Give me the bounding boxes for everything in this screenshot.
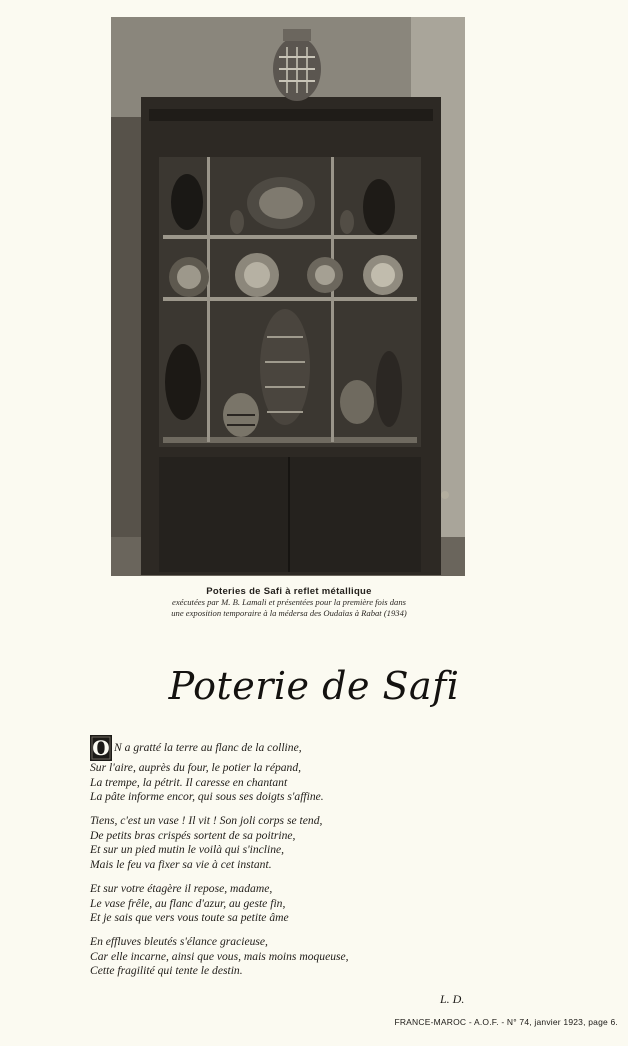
poem-line: La pâte informe encor, qui sous ses doigts s'affine.: [90, 790, 324, 804]
cabinet-photo-illustration: [111, 17, 465, 576]
caption-title: Poteries de Safi à reflet métallique: [206, 586, 372, 597]
stanza: [90, 882, 470, 926]
poem-line: En effluves bleutés s'élance gracieuse,: [90, 935, 268, 949]
cabinet-photo: [111, 17, 465, 576]
poem-body: [90, 735, 470, 988]
photo-caption: [100, 586, 478, 619]
poem-line: Car elle incarne, ainsi que vous, mais moins moqueuse,: [90, 949, 349, 963]
drop-cap-letter: O: [92, 736, 110, 760]
poem-line: Mais le feu va fixer sa vie à cet instant.: [90, 857, 272, 871]
poem-line: [90, 735, 470, 761]
poem-line: De petits bras crispés sortent de sa poitrine,: [90, 828, 296, 842]
poem-signature: L. D.: [440, 992, 465, 1006]
poem-title: Poterie de Safi: [168, 664, 460, 708]
stanza: [90, 935, 470, 979]
poem-line: Sur l'aire, auprès du four, le potier la répand,: [90, 761, 302, 774]
poem-line: Cette fragilité qui tente le destin.: [90, 964, 243, 978]
stanza: [90, 814, 470, 872]
poem-line: Le vase frêle, au flanc d'azur, au geste fin,: [90, 896, 286, 910]
caption-line: une exposition temporaire à la médersa des Oudaïas à Rabat (1934): [171, 608, 407, 618]
poem-line: Et sur un pied mutin le voilà qui s'incline,: [90, 843, 285, 857]
caption-line: exécutées par M. B. Lamali et présentées pour la première fois dans: [172, 597, 406, 607]
stanza: [90, 735, 470, 805]
poem-line: Et sur votre étagère il repose, madame,: [90, 881, 273, 895]
poem-line: La trempe, la pétrit. Il caresse en chantant: [90, 775, 288, 789]
poem-line-text: N a gratté la terre au flanc de la colline,: [114, 741, 302, 754]
poem-line: Tiens, c'est un vase ! Il vit ! Son joli corps se tend,: [90, 814, 323, 828]
drop-cap: [90, 735, 112, 761]
page-citation: FRANCE-MAROC - A.O.F. - N° 74, janvier 1923, page 6.: [394, 1017, 618, 1027]
poem-line: Et je sais que vers vous toute sa petite âme: [90, 911, 289, 925]
